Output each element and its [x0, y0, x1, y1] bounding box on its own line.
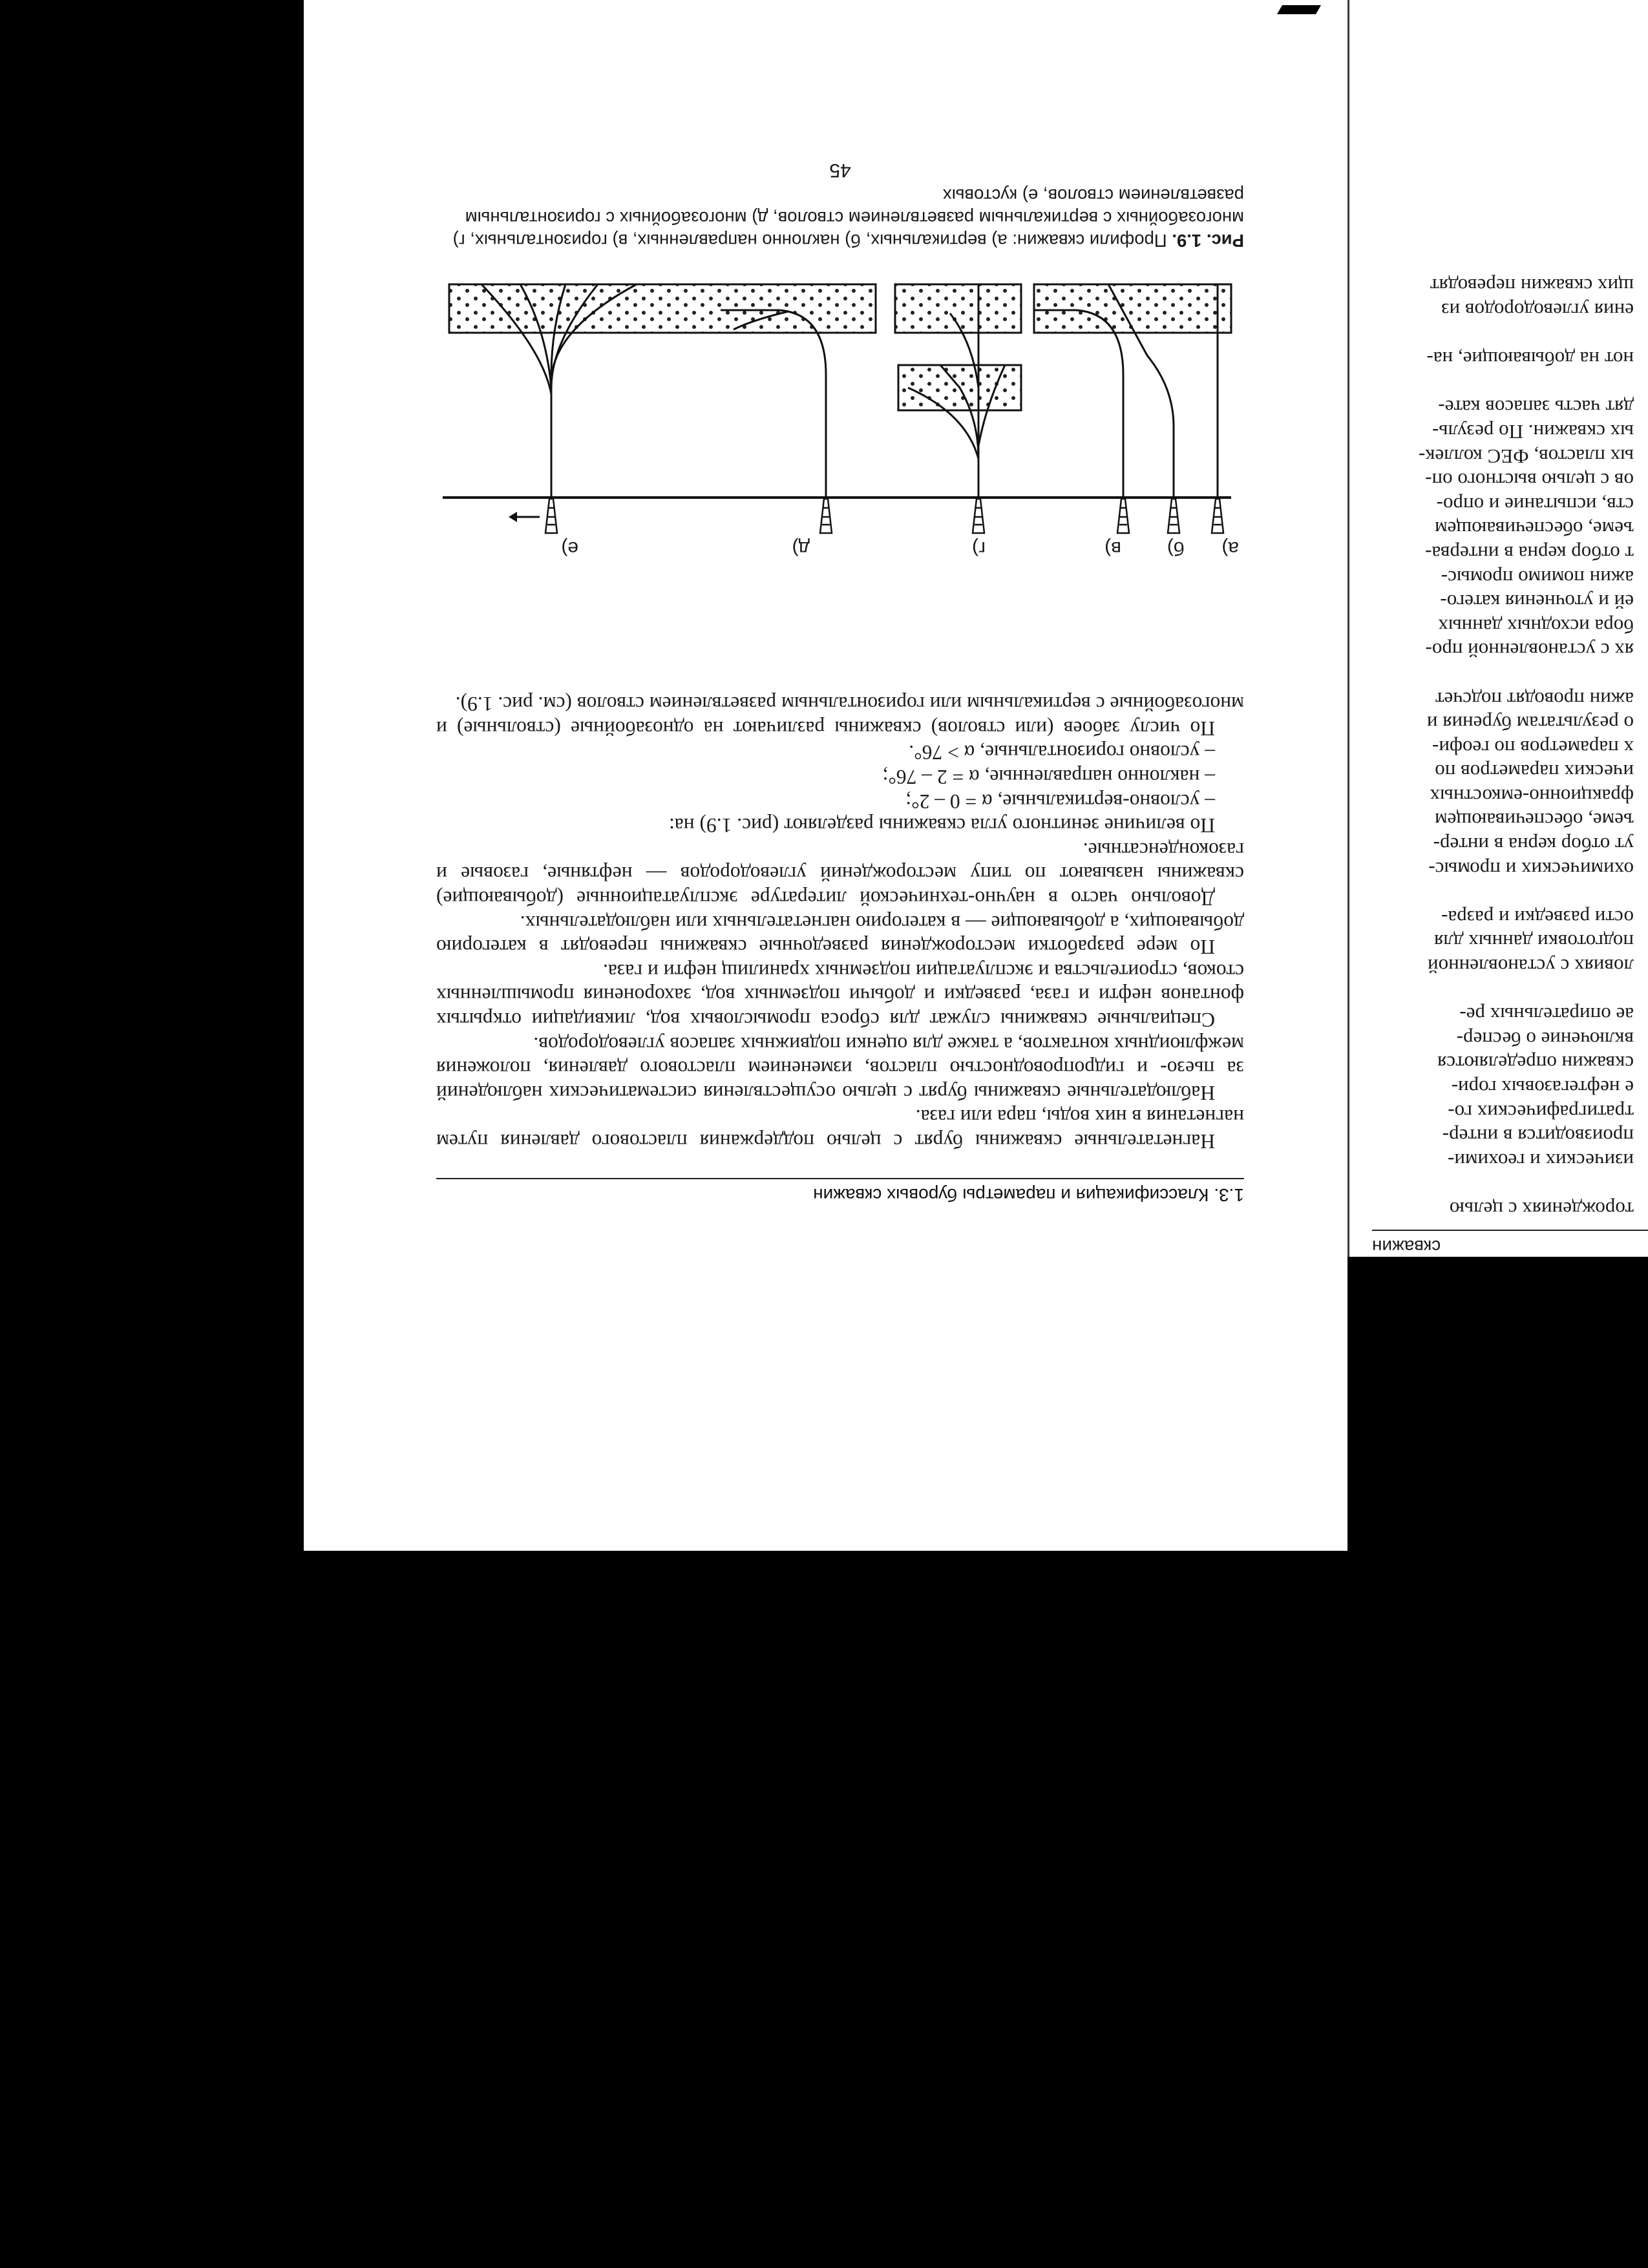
- reservoir-layer-abc: [1034, 284, 1231, 333]
- opposite-page-line: ъеме, обеспечивающем: [1435, 809, 1634, 832]
- opposite-page-line: производится в интер-: [1442, 1125, 1634, 1148]
- opposite-page-line: ых скважин. По резуль-: [1432, 421, 1634, 443]
- opposite-page-line: [1349, 322, 1634, 347]
- opposite-page-line: [1349, 1173, 1634, 1197]
- zenith-item-horizontal: – условно горизонтальные, α > 76°.: [436, 740, 1244, 765]
- running-head: 1.3. Классификация и параметры буровых скважин: [436, 1178, 1244, 1205]
- paragraph-observation-wells: Наблюдательные скважины бурят с целью осуществления систематических наблюдений за пьезо- и гидропроводностью пластов, изменением пластового давления, положения межфлюидных контактов, а также для оценки подвижных запасов углеводородов.: [436, 1033, 1244, 1104]
- opposite-page-line: ажин проводят подсчет: [1435, 688, 1634, 711]
- derrick-icon: [545, 499, 557, 533]
- zenith-angle-list: [436, 740, 1244, 814]
- figure-label-v: в): [1104, 538, 1121, 559]
- paragraph-bottoms: По числу забоев (или стволов) скважины различают на однозабойные (ствольные) и многозабойные с вертикальным или горизонтальным разветвлением стволов (см. рис. 1.9).: [436, 693, 1244, 740]
- opposite-page-line: охимических и промыс-: [1428, 857, 1634, 881]
- figure-label-b: б): [1167, 538, 1185, 559]
- opposite-page-line: [1349, 978, 1634, 1003]
- opposite-page-line: ут отбор керна в интер-: [1433, 834, 1634, 857]
- opposite-page-line: ажин помимо промыс-: [1441, 566, 1634, 589]
- opposite-page-line: х параметров по геофи-: [1432, 736, 1634, 759]
- scan-corner-mark: [1277, 5, 1321, 14]
- opposite-page-line: тратиграфических го-: [1448, 1100, 1634, 1124]
- derrick-icon: [1212, 499, 1223, 533]
- opposite-page-line: щих скважин переводят: [1430, 275, 1634, 298]
- opposite-page-line: е нефтегазовых гори-: [1451, 1076, 1634, 1100]
- opposite-page-line: ических параметров по: [1435, 761, 1634, 784]
- figure-label-e: е): [561, 538, 578, 559]
- figure-caption-text: Профили скважин: а) вертикальных, б) наклонно направленных, в) горизонтальных, г) многозабойных с вертикальным разветвлением стволов, д) многозабойных с горизонтальным разветвлением стволов, е) кустовых: [452, 185, 1244, 251]
- derrick-icon: [973, 499, 984, 533]
- opposite-page-line: ях с установленной про-: [1425, 639, 1634, 662]
- opposite-page-line: ъеме, обеспечивающем: [1435, 518, 1634, 541]
- well-profiles-figure: [436, 258, 1244, 536]
- well-horizontal: [1034, 310, 1123, 498]
- opposite-page-line: скважин определяются: [1437, 1052, 1634, 1075]
- derrick-icon: [820, 499, 832, 533]
- opposite-page-line: ения углеводородов из: [1441, 299, 1634, 322]
- opposite-page-line: фракционно-емкостных: [1430, 784, 1634, 808]
- figure-label-a: а): [1221, 538, 1239, 559]
- opposite-page-line: дят часть запасов кате-: [1438, 396, 1634, 419]
- paragraph-injection-wells: Нагнетательные скважины бурят с целью поддержания пластового давления путем нагнетания в них воды, пара или газа.: [436, 1106, 1244, 1153]
- opposite-page-content-rotated: [1349, 0, 1648, 1257]
- figure-label-d: д): [792, 538, 810, 559]
- arrow-right-icon: [509, 512, 540, 522]
- page-content-rotated: [304, 0, 1347, 1551]
- figure-caption-number: Рис. 1.9.: [1172, 231, 1244, 251]
- opposite-page-line: [1349, 881, 1634, 906]
- opposite-page-line: ости разведки и разра-: [1441, 906, 1634, 929]
- opposite-page-line: ловиях с установленной: [1428, 955, 1634, 978]
- opposite-page-line: ае опирательных ре-: [1459, 1003, 1634, 1027]
- opposite-page-line: ей и уточнения катего-: [1440, 591, 1634, 614]
- opposite-page-line: включение о беспер-: [1456, 1027, 1634, 1051]
- opposite-page-line: нот на добывающие, на-: [1426, 348, 1634, 371]
- opposite-running-head: скважин: [1372, 1230, 1648, 1257]
- opposite-page-line: ов с целью выстного оп-: [1425, 469, 1634, 492]
- derrick-icon: [1117, 499, 1129, 533]
- opposite-page-fragment: [1347, 0, 1648, 1257]
- opposite-page-line: т отбор керна в интерва-: [1425, 541, 1634, 565]
- opposite-page-line: ств, испытание и опро-: [1436, 493, 1634, 516]
- page-number: 45: [829, 160, 851, 181]
- figure-labels: [436, 533, 1244, 559]
- opposite-page-line: торождениях с целью: [1449, 1198, 1634, 1221]
- opposite-page-line: о результатам бурения и: [1426, 712, 1634, 735]
- figure-caption: [436, 184, 1244, 252]
- opposite-page-line: бора исходных данных: [1438, 614, 1634, 638]
- derrick-icon: [1168, 499, 1179, 533]
- paragraph-development: По мере разработки месторождения разведочные скважины переводят в категорию добывающих, а добывающие — в категорию нагнетательных или наблюдательных.: [436, 911, 1244, 959]
- body-text: [436, 692, 1244, 1153]
- figure-label-g: г): [972, 538, 986, 559]
- zenith-angle-intro: По величине зенитного угла скважины разделяют (рис. 1.9) на:: [669, 814, 1215, 837]
- opposite-page-text: [1349, 274, 1634, 1221]
- main-page: [304, 0, 1347, 1551]
- opposite-page-line: [1349, 662, 1634, 687]
- zenith-item-directional: – наклонно направленные, α = 2 – 76°;: [436, 765, 1244, 790]
- opposite-page-line: подготовки данных для: [1434, 930, 1634, 954]
- opposite-page-line: [1349, 371, 1634, 395]
- paragraph-production-wells: Довольно часто в научно-технической литературе эксплуатационные (добывающие) скважины называют по типу месторождений углеводородов — нефтяные, газовые и газоконденсатные.: [436, 838, 1244, 910]
- opposite-page-line: ых пластов, ФЕС коллек-: [1419, 445, 1634, 468]
- well-horizontal-branching-main: [721, 310, 826, 498]
- opposite-page-line: изических и геохими-: [1448, 1149, 1634, 1172]
- paragraph-special-wells: Специальные скважины служат для сброса промысловых вод, ликвидации открытых фонтанов нефти и газа, разведки и добычи подземных вод, захоронения промышленных стоков, строительства и эксплуатации подземных хранилищ нефти и газа.: [436, 960, 1244, 1032]
- zenith-item-vertical: – условно-вертикальные, α = 0 – 2°;: [436, 789, 1244, 814]
